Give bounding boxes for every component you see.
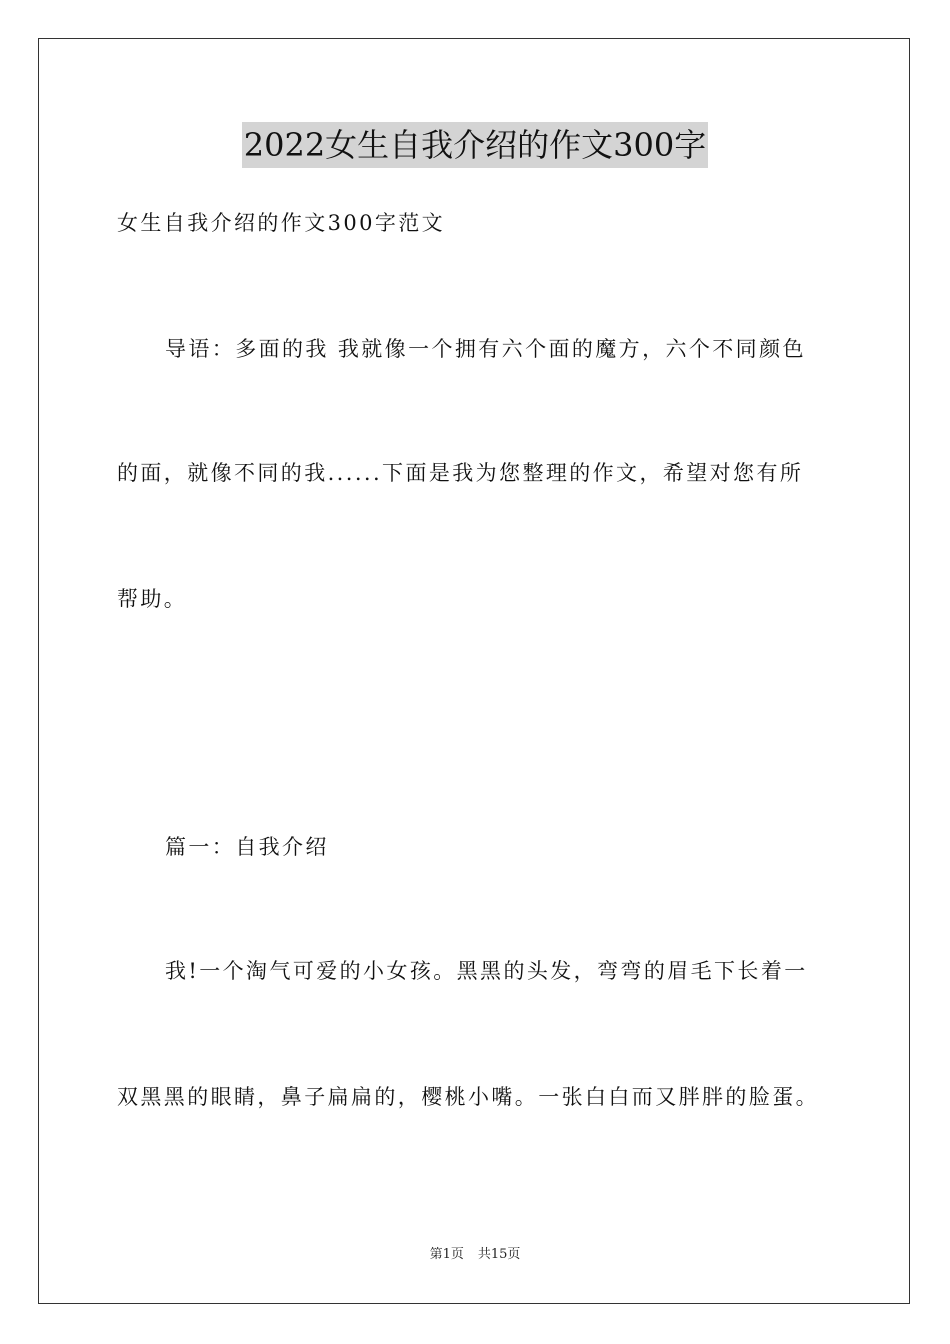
paragraph-line: 帮助。 (117, 587, 188, 611)
paragraph-line: 导语：多面的我 我就像一个拥有六个面的魔方，六个不同颜色 (165, 337, 806, 361)
paragraph-line: 我!一个淘气可爱的小女孩。黑黑的头发，弯弯的眉毛下长着一 (165, 959, 808, 983)
document-subtitle: 女生自我介绍的作文300字范文 (117, 211, 446, 235)
document-title: 2022女生自我介绍的作文300字 (242, 122, 709, 168)
page-footer (0, 1246, 950, 1264)
page-number: 第1页 (429, 1247, 464, 1262)
paragraph-line: 的面，就像不同的我......下面是我为您整理的作文，希望对您有所 (117, 461, 804, 485)
section-heading: 篇一：自我介绍 (165, 835, 329, 859)
title-container (0, 122, 950, 168)
page-total: 共15页 (477, 1247, 521, 1262)
paragraph-line: 双黑黑的眼睛，鼻子扁扁的，樱桃小嘴。一张白白而又胖胖的脸蛋。 (117, 1085, 819, 1109)
